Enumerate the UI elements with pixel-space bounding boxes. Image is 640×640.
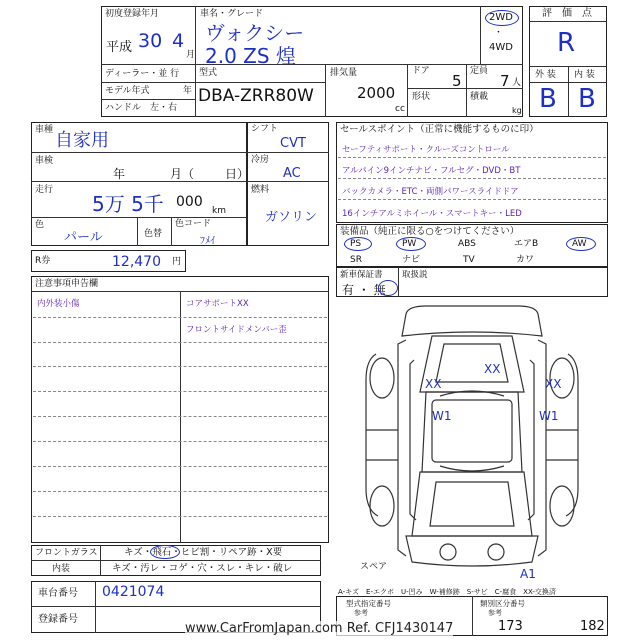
load-label: 積載	[470, 92, 489, 102]
type-label: 型式	[199, 68, 218, 78]
mark-right-xx: XX	[545, 377, 562, 391]
mark-left-xx: XX	[425, 377, 442, 391]
shift-value: CVT	[280, 136, 306, 151]
exterior-grade: B	[539, 84, 557, 114]
kg-unit: kg	[512, 106, 522, 115]
inspection-month: 月（	[170, 167, 195, 181]
color-label: 色	[35, 220, 45, 230]
chassis-label: 車台番号	[38, 588, 78, 599]
displacement-label: 排気量	[330, 68, 358, 78]
dealer-label: ディーラー・並 行	[105, 69, 180, 79]
capacity-label: 定員	[470, 66, 489, 76]
glass-text: キズ・飛石・ヒビ割・リペア跡・X要	[124, 547, 283, 558]
month-unit: 月	[186, 50, 196, 60]
recycle-label: R券	[35, 256, 51, 266]
car-grade: 2.0 ZS 煌	[205, 44, 296, 68]
name-label: 車名・グレード	[200, 9, 264, 19]
model-year-unit: 年	[183, 86, 193, 96]
color-code: ﾌﾒｲ	[200, 236, 215, 247]
type-value: DBA-ZRR80W	[198, 86, 314, 106]
mark-right-w1: W1	[539, 409, 559, 423]
shift-label: シフト	[251, 124, 279, 134]
equip-leather: カワ	[516, 255, 535, 265]
doors: 5	[452, 72, 462, 90]
equip-aw: AW	[572, 239, 587, 249]
equip-airbag: エアB	[514, 239, 539, 249]
equip-navi: ナビ	[402, 255, 421, 265]
reg-year: 30	[138, 30, 163, 52]
sales-point-3: バックカメラ・ETC・両側パワースライドドア	[342, 187, 519, 197]
sales-point-2: アルパイン9インチナビ・フルセグ・DVD・BT	[342, 166, 521, 176]
interior-footer-text: キズ・汚レ・コゲ・穴・スレ・キレ・破レ	[112, 563, 293, 574]
handle-label: ハンドル 左・右	[105, 103, 178, 113]
drive-dot: ・	[494, 28, 504, 38]
model-year-label: モデル年式	[105, 86, 150, 96]
sales-point-4: 16インチアルミホイール・スマートキー・LED	[342, 209, 522, 219]
damage-legend: A-キズ E-エクボ U-凹み W-補修跡 S-サビ C-腐食 XX-交換済	[338, 588, 556, 596]
mileage-handwritten: 5万 5千	[92, 192, 164, 216]
warranty-label: 新車保証書	[340, 270, 383, 280]
manual-label: 取扱説	[402, 270, 428, 280]
warranty-value: 有 ・ 無	[342, 283, 386, 297]
reg-month: 4	[172, 30, 185, 52]
mark-rear-a1: A1	[520, 567, 536, 581]
cc-unit: cc	[395, 104, 405, 114]
note-right-2: フロントサイドメンバー歪	[186, 325, 287, 335]
drive-2wd: 2WD	[489, 12, 513, 23]
interior-footer-label: 内装	[52, 564, 71, 574]
type-ref-label: 型式指定番号	[346, 599, 391, 608]
class-ref-label: 類別区分番号	[480, 599, 525, 608]
glass-label: フロントガラス	[35, 548, 98, 558]
kind-value: 自家用	[55, 130, 109, 151]
equip-sr: SR	[350, 255, 362, 265]
fuel-label: 燃料	[251, 185, 270, 195]
type-ref-number: 173	[498, 619, 523, 634]
class-ref-number: 182	[580, 619, 605, 634]
fuel-value: ガソリン	[265, 210, 318, 225]
equipment-title: 装備品（純正に限る○をつけてください）	[340, 226, 520, 237]
displacement: 2000	[357, 84, 396, 102]
color-value: パール	[64, 230, 103, 245]
spare-label: スペア	[360, 562, 388, 572]
exterior-label: 外 装	[535, 70, 556, 80]
door-label: ドア	[412, 66, 430, 76]
ac-value: AC	[283, 166, 301, 181]
warranty-none-circle	[378, 280, 398, 296]
kind-label: 車種	[35, 125, 54, 135]
car-name: ヴォクシー	[205, 21, 305, 45]
type-ref-ref: 参考	[354, 609, 368, 617]
capacity-unit: 人	[512, 78, 522, 88]
color-code-label: 色コード	[175, 219, 212, 229]
equip-abs: ABS	[458, 239, 476, 249]
equip-ps: PS	[350, 239, 362, 249]
equip-pw: PW	[402, 239, 417, 249]
glass-chip-circle	[150, 545, 180, 559]
recycle-value: 12,470	[112, 254, 161, 270]
note-left-1: 内外装小傷	[37, 299, 80, 309]
era: 平成	[106, 40, 133, 55]
watermark: www.CarFromJapan.com Ref. CFJ1430147	[185, 621, 454, 636]
yen-unit: 円	[172, 257, 182, 267]
color-change-label: 色替	[144, 229, 163, 239]
equip-tv: TV	[463, 255, 475, 265]
chassis-number: 0421074	[102, 584, 165, 600]
recycle-box	[31, 250, 186, 272]
registration-label: 登録番号	[38, 614, 78, 625]
notes-title: 注意事項申告欄	[35, 279, 99, 289]
note-right-1: コアサポートXX	[186, 299, 249, 309]
grade-label: 評 価 点	[542, 8, 592, 19]
mileage-label: 走行	[35, 185, 54, 195]
ac-label: 冷房	[251, 155, 270, 165]
grade-score: R	[557, 28, 576, 58]
sales-point-1: セーフティサポート・クルーズコントロール	[342, 145, 510, 155]
shape-label: 形状	[412, 92, 431, 102]
drive-4wd: 4WD	[489, 42, 513, 53]
interior-grade: B	[578, 84, 596, 114]
car-diagram	[336, 300, 608, 582]
capacity: 7	[500, 72, 510, 90]
mark-roof-xx: XX	[484, 362, 501, 376]
interior-label: 内 装	[574, 70, 595, 80]
reg-label: 初度登録年月	[105, 9, 160, 19]
km-unit: km	[212, 206, 226, 216]
inspection-year: 年	[113, 167, 126, 181]
sales-title: セールスポイント（正常に機能するものに印）	[340, 124, 539, 135]
mileage-print: 000	[176, 194, 203, 210]
class-ref-ref: 参考	[488, 609, 502, 617]
inspection-day: 日）	[225, 167, 250, 181]
inspection-label: 車検	[35, 156, 54, 166]
mark-left-w1: W1	[432, 409, 452, 423]
